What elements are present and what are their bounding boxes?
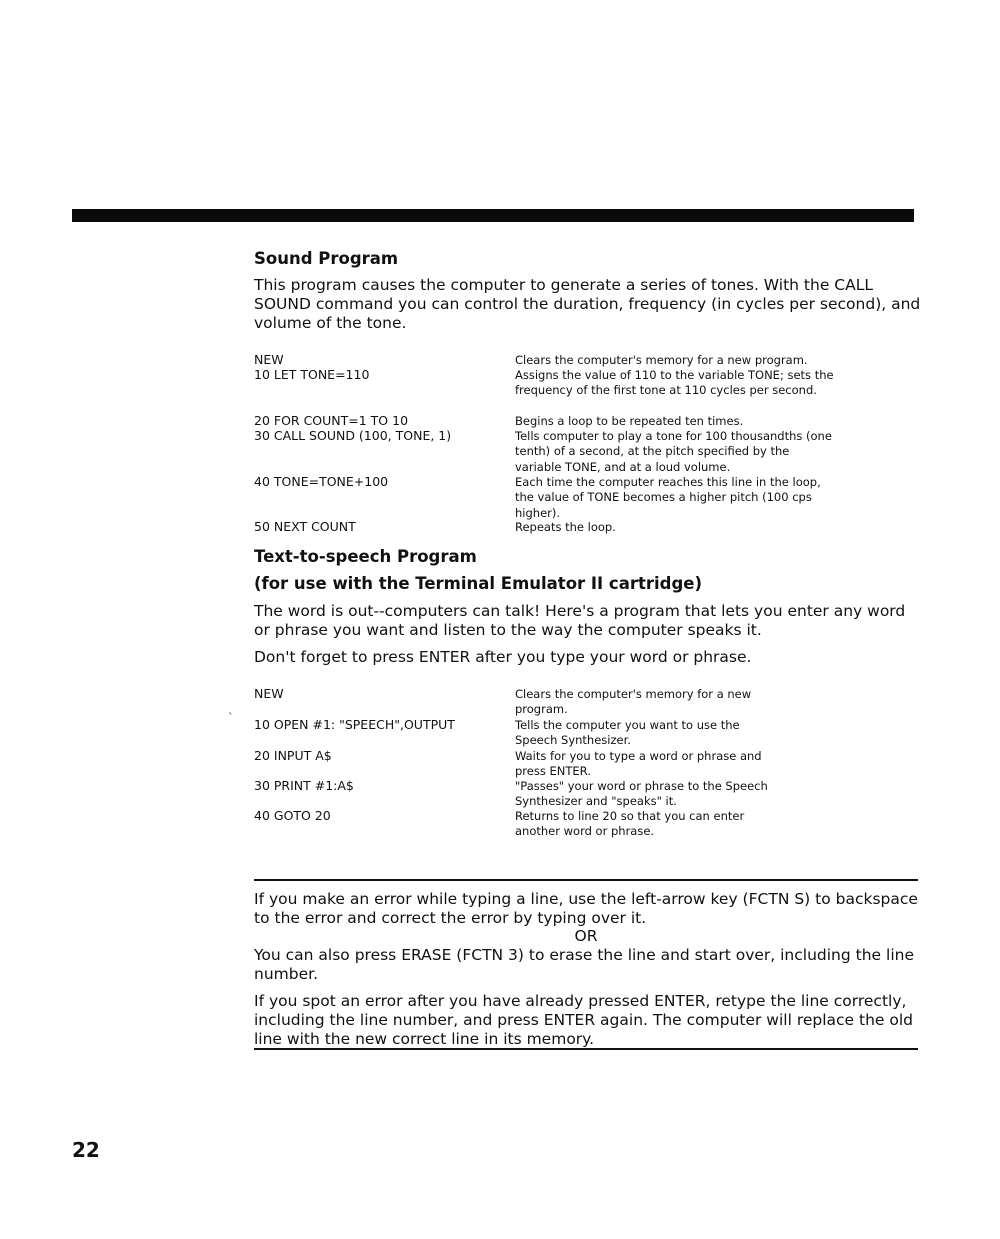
code-description: Each time the computer reaches this line in the loop, the value of TONE becomes a higher pitch (100 cps higher). [515, 475, 821, 520]
code-description: Clears the computer's memory for a new program. [515, 687, 752, 717]
code-line: 20 FOR COUNT=1 TO 10 [254, 413, 409, 428]
speech-heading: Text-to-speech Program [254, 547, 477, 566]
code-line: 10 OPEN #1: "SPEECH",OUTPUT [254, 717, 455, 732]
tip-paragraph-2: You can also press ERASE (FCTN 3) to erase the line and start over, including the line number. [254, 946, 914, 983]
tip-paragraph-1: If you make an error while typing a line, use the left-arrow key (FCTN S) to backspace to the error and correct the error by typing over it. [254, 890, 918, 927]
tip-bottom-rule [254, 1048, 918, 1050]
code-line: 40 GOTO 20 [254, 808, 331, 823]
code-description: Repeats the loop. [515, 520, 616, 534]
code-line: 30 PRINT #1:A$ [254, 778, 354, 793]
code-line: 30 CALL SOUND (100, TONE, 1) [254, 428, 452, 443]
tip-top-rule [254, 879, 918, 881]
code-description: Tells computer to play a tone for 100 thousandths (one tenth) of a second, at the pitch specified by the variable TONE, and at a loud volume. [515, 429, 832, 474]
stray-mark: ` [228, 711, 234, 724]
header-bar [72, 209, 914, 222]
sound-heading: Sound Program [254, 249, 399, 268]
code-line: NEW [254, 352, 284, 367]
code-description: Begins a loop to be repeated ten times. [515, 414, 744, 428]
code-line: 50 NEXT COUNT [254, 519, 356, 534]
code-line: 20 INPUT A$ [254, 748, 332, 763]
code-line: 10 LET TONE=110 [254, 367, 370, 382]
code-description: Waits for you to type a word or phrase and press ENTER. [515, 749, 762, 779]
code-description: Tells the computer you want to use the Speech Synthesizer. [515, 718, 740, 748]
page-number: 22 [72, 1138, 100, 1162]
speech-intro: The word is out--computers can talk! Here's a program that lets you enter any word or phrase you want and listen to the way the computer speaks it. [254, 602, 906, 639]
code-description: Returns to line 20 so that you can enter another word or phrase. [515, 809, 745, 839]
code-description: "Passes" your word or phrase to the Speech Synthesizer and "speaks" it. [515, 779, 768, 809]
tip-paragraph-3: If you spot an error after you have already pressed ENTER, retype the line correctly, including the line number, and press ENTER again. The computer will replace the old line with the new correct line in its memory. [254, 992, 914, 1048]
code-line: 40 TONE=TONE+100 [254, 474, 389, 489]
sound-intro: This program causes the computer to generate a series of tones. With the CALL SOUND command you can control the duration, frequency (in cycles per second), and volume of the tone. [254, 276, 921, 332]
tip-or: OR [574, 927, 598, 945]
code-description: Assigns the value of 110 to the variable TONE; sets the frequency of the first tone at 110 cycles per second. [515, 368, 834, 398]
speech-note: Don't forget to press ENTER after you type your word or phrase. [254, 648, 752, 666]
speech-subheading: (for use with the Terminal Emulator II cartridge) [254, 574, 703, 593]
code-line: NEW [254, 686, 284, 701]
code-description: Clears the computer's memory for a new program. [515, 353, 808, 367]
